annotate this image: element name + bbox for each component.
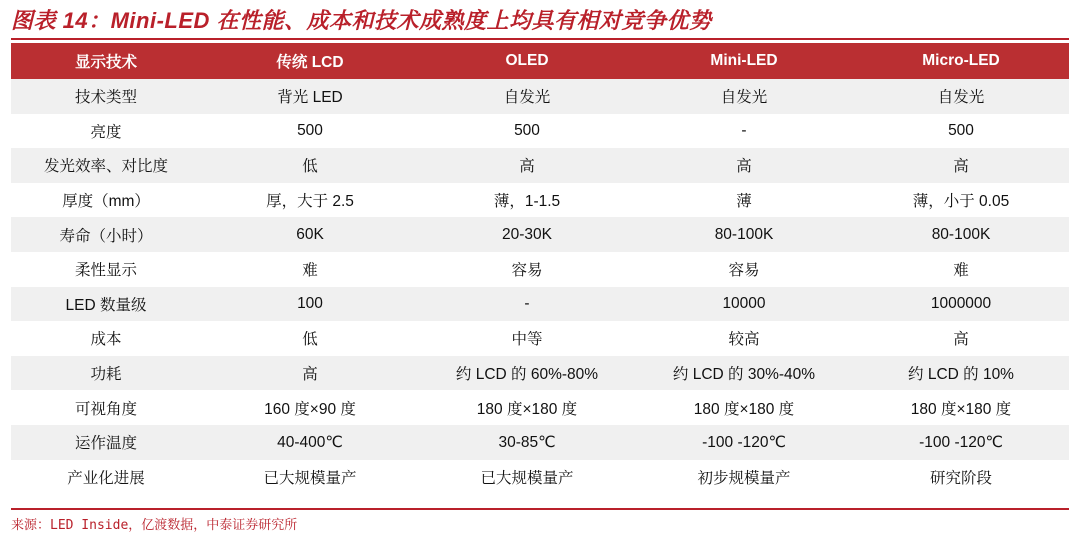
row-label: 亮度	[11, 114, 201, 149]
table-cell: -100 -120℃	[635, 425, 853, 460]
table-cell: 约 LCD 的 60%-80%	[419, 356, 635, 391]
table-cell: 较高	[635, 321, 853, 356]
figure-title: 图表 14：Mini-LED 在性能、成本和技术成熟度上均具有相对竞争优势	[11, 8, 712, 33]
row-label: 可视角度	[11, 390, 201, 425]
table-cell: 厚，大于 2.5	[201, 183, 419, 218]
table-cell: 40-400℃	[201, 425, 419, 460]
table-cell: 180 度×180 度	[853, 390, 1069, 425]
table-cell: 500	[201, 114, 419, 149]
table-cell: 容易	[419, 252, 635, 287]
table-cell: 难	[201, 252, 419, 287]
table-cell: 高	[201, 356, 419, 391]
figure-title-bar	[11, 6, 1069, 40]
table-row	[11, 425, 1069, 460]
table-row	[11, 148, 1069, 183]
table-cell: 自发光	[635, 79, 853, 114]
row-label: 寿命（小时）	[11, 217, 201, 252]
table-row	[11, 287, 1069, 322]
table-cell: 初步规模量产	[635, 460, 853, 495]
table-cell: 约 LCD 的 10%	[853, 356, 1069, 391]
table-cell: 500	[419, 114, 635, 149]
header-cell: Mini-LED	[635, 43, 853, 79]
table-cell: 薄	[635, 183, 853, 218]
table-cell: 薄，1-1.5	[419, 183, 635, 218]
header-cell: Micro-LED	[853, 43, 1069, 79]
table-cell: 1000000	[853, 287, 1069, 322]
table-cell: 160 度×90 度	[201, 390, 419, 425]
comparison-table	[11, 43, 1069, 494]
table-cell: -100 -120℃	[853, 425, 1069, 460]
table-cell: 难	[853, 252, 1069, 287]
table-cell: 180 度×180 度	[635, 390, 853, 425]
table-cell: 低	[201, 148, 419, 183]
row-label: 功耗	[11, 356, 201, 391]
table-cell: 研究阶段	[853, 460, 1069, 495]
table-cell: 60K	[201, 217, 419, 252]
table-cell: 高	[853, 148, 1069, 183]
table-cell: 薄，小于 0.05	[853, 183, 1069, 218]
table-header-row	[11, 43, 1069, 79]
table-row	[11, 460, 1069, 495]
table-cell: 180 度×180 度	[419, 390, 635, 425]
table-cell: 500	[853, 114, 1069, 149]
row-label: 柔性显示	[11, 252, 201, 287]
table-cell: 自发光	[853, 79, 1069, 114]
table-cell: 自发光	[419, 79, 635, 114]
header-cell: 传统 LCD	[201, 43, 419, 79]
row-label: 成本	[11, 321, 201, 356]
table-row	[11, 79, 1069, 114]
table-row	[11, 183, 1069, 218]
table-cell: 中等	[419, 321, 635, 356]
table-cell: 10000	[635, 287, 853, 322]
table-row	[11, 390, 1069, 425]
table-cell: 20-30K	[419, 217, 635, 252]
table-row	[11, 356, 1069, 391]
header-cell: OLED	[419, 43, 635, 79]
table-row	[11, 114, 1069, 149]
table-row	[11, 321, 1069, 356]
row-label: 厚度（mm）	[11, 183, 201, 218]
table-cell: 高	[635, 148, 853, 183]
table-cell: 80-100K	[635, 217, 853, 252]
row-label: 产业化进展	[11, 460, 201, 495]
table-row	[11, 217, 1069, 252]
table-cell: -	[419, 287, 635, 322]
table-cell: 30-85℃	[419, 425, 635, 460]
table-cell: 100	[201, 287, 419, 322]
table-cell: -	[635, 114, 853, 149]
table-row	[11, 252, 1069, 287]
row-label: 发光效率、对比度	[11, 148, 201, 183]
table-cell: 约 LCD 的 30%-40%	[635, 356, 853, 391]
row-label: 运作温度	[11, 425, 201, 460]
table-cell: 高	[419, 148, 635, 183]
table-cell: 已大规模量产	[419, 460, 635, 495]
row-label: LED 数量级	[11, 287, 201, 322]
table-cell: 已大规模量产	[201, 460, 419, 495]
table-cell: 高	[853, 321, 1069, 356]
table-cell: 容易	[635, 252, 853, 287]
header-cell: 显示技术	[11, 43, 201, 79]
source-note: 来源：LED Inside，亿渡数据，中泰证券研究所	[11, 508, 1069, 533]
table-cell: 低	[201, 321, 419, 356]
table-cell: 80-100K	[853, 217, 1069, 252]
table-cell: 背光 LED	[201, 79, 419, 114]
row-label: 技术类型	[11, 79, 201, 114]
